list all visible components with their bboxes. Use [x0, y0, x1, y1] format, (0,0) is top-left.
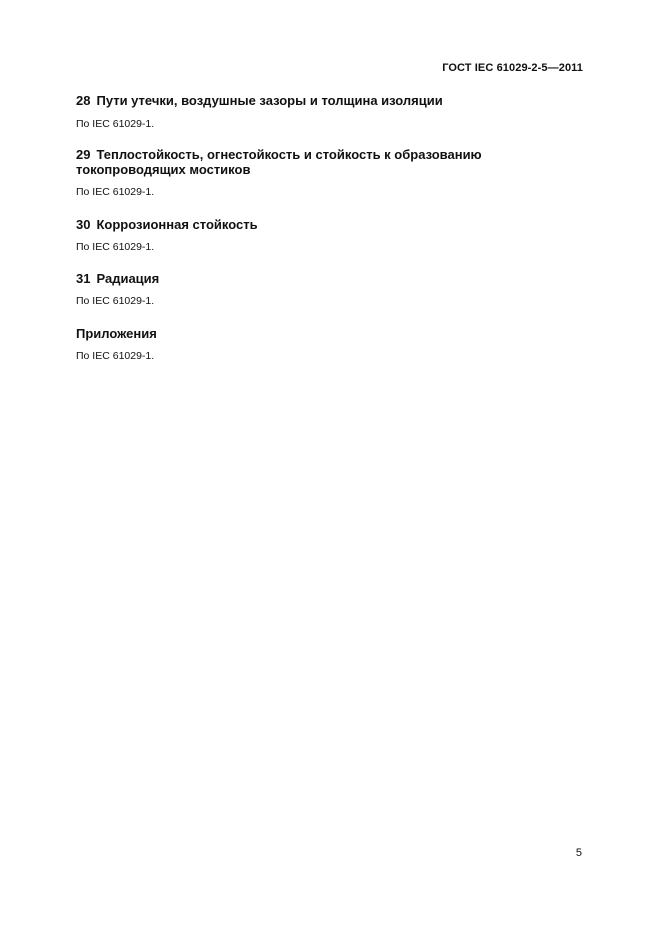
section-text: По IEC 61029-1. — [76, 295, 155, 307]
section-number: 28 — [76, 93, 91, 108]
section-29 — [76, 147, 556, 199]
section-title: Коррозионная стойкость — [96, 217, 258, 232]
section-text: По IEC 61029-1. — [76, 350, 155, 362]
section-title-line1: Теплостойкость, огнестойкость и стойкость к образованию — [96, 147, 482, 162]
section-heading — [76, 93, 556, 108]
page-number: 5 — [575, 847, 582, 859]
document-code: ГОСТ IEC 61029-2-5—2011 — [442, 62, 583, 74]
section-number: 31 — [76, 271, 91, 286]
section-number: 30 — [76, 217, 91, 232]
section-31 — [76, 271, 556, 308]
section-30 — [76, 217, 556, 254]
section-title: Пути утечки, воздушные зазоры и толщина изоляции — [96, 93, 443, 108]
section-appendices — [76, 326, 556, 363]
section-text: По IEC 61029-1. — [76, 241, 155, 253]
section-title-line2: токопроводящих мостиков — [76, 162, 251, 177]
section-heading — [76, 217, 556, 232]
section-number: 29 — [76, 147, 91, 162]
section-28 — [76, 93, 556, 131]
section-text: По IEC 61029-1. — [76, 186, 155, 198]
section-heading — [76, 147, 556, 162]
section-title: Приложения — [76, 326, 157, 341]
section-heading — [76, 271, 556, 286]
section-title: Радиация — [96, 271, 160, 286]
section-text: По IEC 61029-1. — [76, 118, 155, 130]
